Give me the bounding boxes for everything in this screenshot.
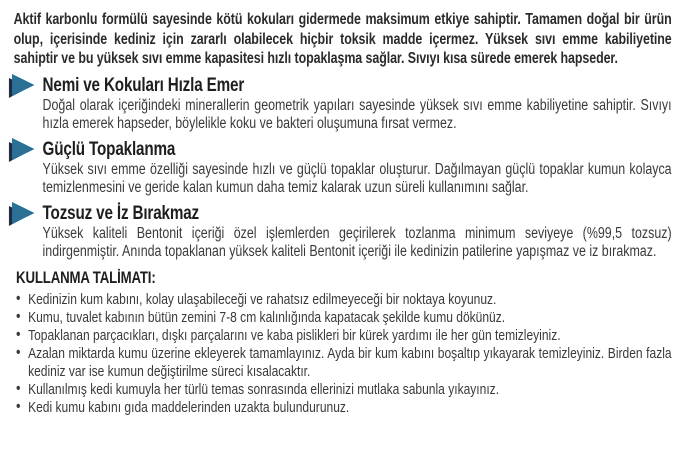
instruction-item: • Kumu, tuvalet kabının bütün zemini 7-8 cm kalınlığında kapatacak şekilde kumu dökünüz.: [14, 309, 672, 327]
instruction-item: • Kullanılmış kedi kumuyla her türlü temas sonrasında ellerinizi mutlaka sabunla yıkayınız.: [14, 381, 672, 399]
feature-section-moisture: [14, 76, 672, 133]
section-heading-row: [9, 76, 672, 96]
instructions-section: [14, 269, 672, 417]
instructions-list: [14, 291, 672, 417]
section-body: Yüksek sıvı emme özelliği sayesinde hızlı ve güçlü topaklar oluşturur. Dağılmayan güçlü topaklar kumun kolayca temizlenmesini ve geride kalan kumun daha temiz kalarak uzun süreli kullanımını sağlar.: [42, 160, 672, 196]
instruction-item: • Azalan miktarda kumu üzerine ekleyerek tamamlayınız. Ayda bir kum kabını boşaltıp yıkayarak temizleyiniz. Birden fazla kediniz var ise kumun değiştirilme süreci kısalacaktır.: [14, 345, 672, 381]
section-body: Yüksek kaliteli Bentonit içeriği özel işlemlerden geçirilerek tozlanma minimum seviyeye (%99,5 tozsuz) indirgenmiştir. Anında topaklanan yüksek kaliteli Bentonit içeriği ile kedinizin patilerine yapışmaz ve iz bırakmaz.: [42, 224, 672, 260]
instruction-item: • Topaklanan parçacıkları, dışkı parçalarını ve kaba pislikleri bir kürek yardımı ile her gün temizleyiniz.: [14, 327, 672, 345]
section-title: Tozsuz ve İz Bırakmaz: [42, 202, 200, 224]
section-heading-row: [9, 204, 672, 224]
instructions-title: KULLANMA TALİMATI:: [16, 268, 156, 287]
section-body: Doğal olarak içeriğindeki minerallerin geometrik yapıları sayesinde yüksek sıvı emme kabiliyetine sahiptir. Sıvıyı hızla emerek hapseder, böylelikle koku ve bakteri oluşumuna fırsat vermez.: [42, 96, 672, 132]
instruction-item: • Kedi kumu kabını gıda maddelerinden uzakta bulundurunuz.: [14, 399, 672, 417]
instruction-item: • Kedinizin kum kabını, kolay ulaşabileceği ve rahatsız edilmeyeceği bir noktaya koyunuz.: [14, 291, 672, 309]
play-arrow-icon: [9, 138, 35, 162]
section-heading-row: [9, 140, 672, 160]
feature-section-dustfree: [14, 204, 672, 261]
section-title: Güçlü Topaklanma: [42, 138, 176, 160]
play-arrow-icon: [9, 202, 35, 226]
feature-section-clumping: [14, 140, 672, 197]
intro-paragraph: Aktif karbonlu formülü sayesinde kötü kokuları gidermede maksimum etkiye sahiptir. Tamamen doğal bir ürün olup, içerisinde kediniz için zararlı olabilecek hiçbir toksik madde içermez. Yüksek sıvı emme kabiliyetine sahiptir ve bu yüksek sıvı emme kapasitesi hızlı topaklaşma sağlar. Sıvıyı kısa sürede emerek hapseder.: [13, 11, 672, 67]
section-title: Nemi ve Kokuları Hızla Emer: [42, 74, 245, 96]
play-arrow-icon: [9, 74, 35, 98]
